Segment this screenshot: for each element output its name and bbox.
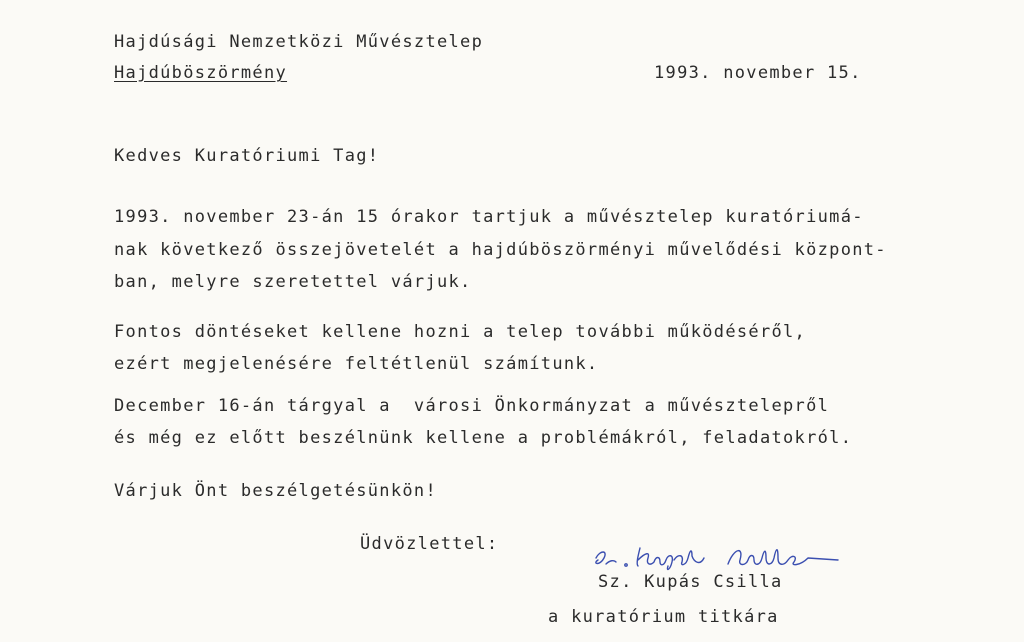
letterhead-city: Hajdúböszörmény <box>114 63 288 83</box>
paragraph-1-line-1: 1993. november 23-án 15 órakor tartjuk a művésztelep kuratóriumá- <box>114 207 864 227</box>
paragraph-1-line-3: ban, melyre szeretettel várjuk. <box>114 272 472 292</box>
salutation: Kedves Kuratóriumi Tag! <box>114 146 380 166</box>
paragraph-3-line-1: December 16-án tárgyal a városi Önkormányzat a művésztelepről <box>114 396 830 416</box>
signature-strokes <box>596 548 838 569</box>
paragraph-1-line-2: nak következő összejövetelét a hajdúböszörményi művelődési központ- <box>114 240 887 260</box>
handwritten-signature <box>588 536 848 576</box>
paragraph-4-line-1: Várjuk Önt beszélgetésünkön! <box>114 481 437 501</box>
letterhead-org: Hajdúsági Nemzetközi Művésztelep <box>114 32 484 52</box>
closing-greeting: Üdvözlettel: <box>360 534 499 554</box>
signatory-title: a kuratórium titkára <box>548 607 779 627</box>
paragraph-2-line-2: ezért megjelenésére feltétlenül számítunk. <box>114 354 599 374</box>
letter-date: 1993. november 15. <box>654 63 862 83</box>
paragraph-3-line-2: és még ez előtt beszélnünk kellene a problémákról, feladatokról. <box>114 428 853 448</box>
signatory-name: Sz. Kupás Csilla <box>598 572 783 592</box>
paragraph-2-line-1: Fontos döntéseket kellene hozni a telep további működéséről, <box>114 322 807 342</box>
